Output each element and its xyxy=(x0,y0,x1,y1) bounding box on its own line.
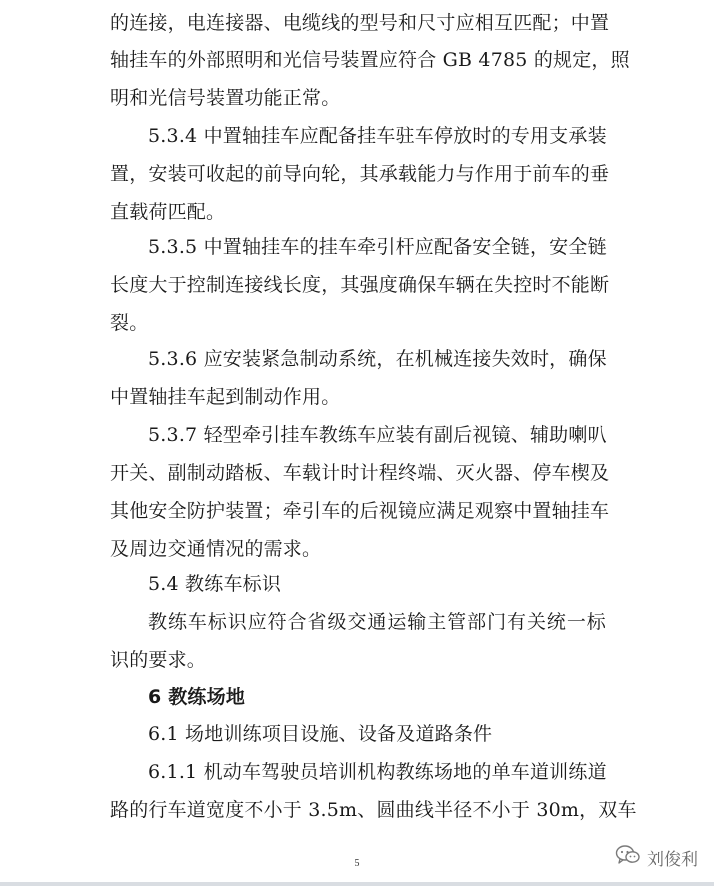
text-line: 直载荷匹配。 xyxy=(110,201,226,223)
text-line: 路的行车道宽度不小于 3.5m、圆曲线半径不小于 30m，双车 xyxy=(110,799,637,821)
text-line: 的连接，电连接器、电缆线的型号和尺寸应相互匹配；中置 xyxy=(110,12,610,34)
text-line: 其他安全防护装置；牵引车的后视镜应满足观察中置轴挂车 xyxy=(110,500,610,522)
page-number: 5 xyxy=(354,858,360,869)
chapter-heading-6: 6 教练场地 xyxy=(148,686,246,708)
text-line: 教练车标识应符合省级交通运输主管部门有关统一标 xyxy=(148,611,606,633)
section-heading-6-1: 6.1 场地训练项目设施、设备及道路条件 xyxy=(148,723,493,745)
text-line: 明和光信号装置功能正常。 xyxy=(110,87,341,109)
text-line: 轴挂车的外部照明和光信号装置应符合 GB 4785 的规定，照 xyxy=(110,49,630,71)
clause-5-3-7: 5.3.7 轻型牵引挂车教练车应装有副后视镜、辅助喇叭 xyxy=(148,424,607,446)
wechat-icon xyxy=(615,844,641,870)
clause-5-3-6: 5.3.6 应安装紧急制动系统，在机械连接失效时，确保 xyxy=(148,348,607,370)
text-line: 中置轴挂车起到制动作用。 xyxy=(110,386,341,408)
clause-5-3-4: 5.3.4 中置轴挂车应配备挂车驻车停放时的专用支承装 xyxy=(148,125,607,147)
watermark-label: 刘俊利 xyxy=(647,849,698,870)
text-line: 开关、副制动踏板、车载计时计程终端、灭火器、停车楔及 xyxy=(110,462,610,484)
clause-6-1-1: 6.1.1 机动车驾驶员培训机构教练场地的单车道训练道 xyxy=(148,761,607,783)
watermark xyxy=(615,843,698,871)
text-line: 裂。 xyxy=(110,312,149,334)
clause-5-3-5: 5.3.5 中置轴挂车的挂车牵引杆应配备安全链，安全链 xyxy=(148,236,607,258)
bottom-divider xyxy=(0,882,714,886)
text-line: 置，安装可收起的前导向轮，其承载能力与作用于前车的垂 xyxy=(110,163,610,185)
section-heading-5-4: 5.4 教练车标识 xyxy=(148,573,282,595)
text-line: 识的要求。 xyxy=(110,649,207,671)
text-line: 及周边交通情况的需求。 xyxy=(110,538,322,560)
text-line: 长度大于控制连接线长度，其强度确保车辆在失控时不能断 xyxy=(110,274,610,296)
